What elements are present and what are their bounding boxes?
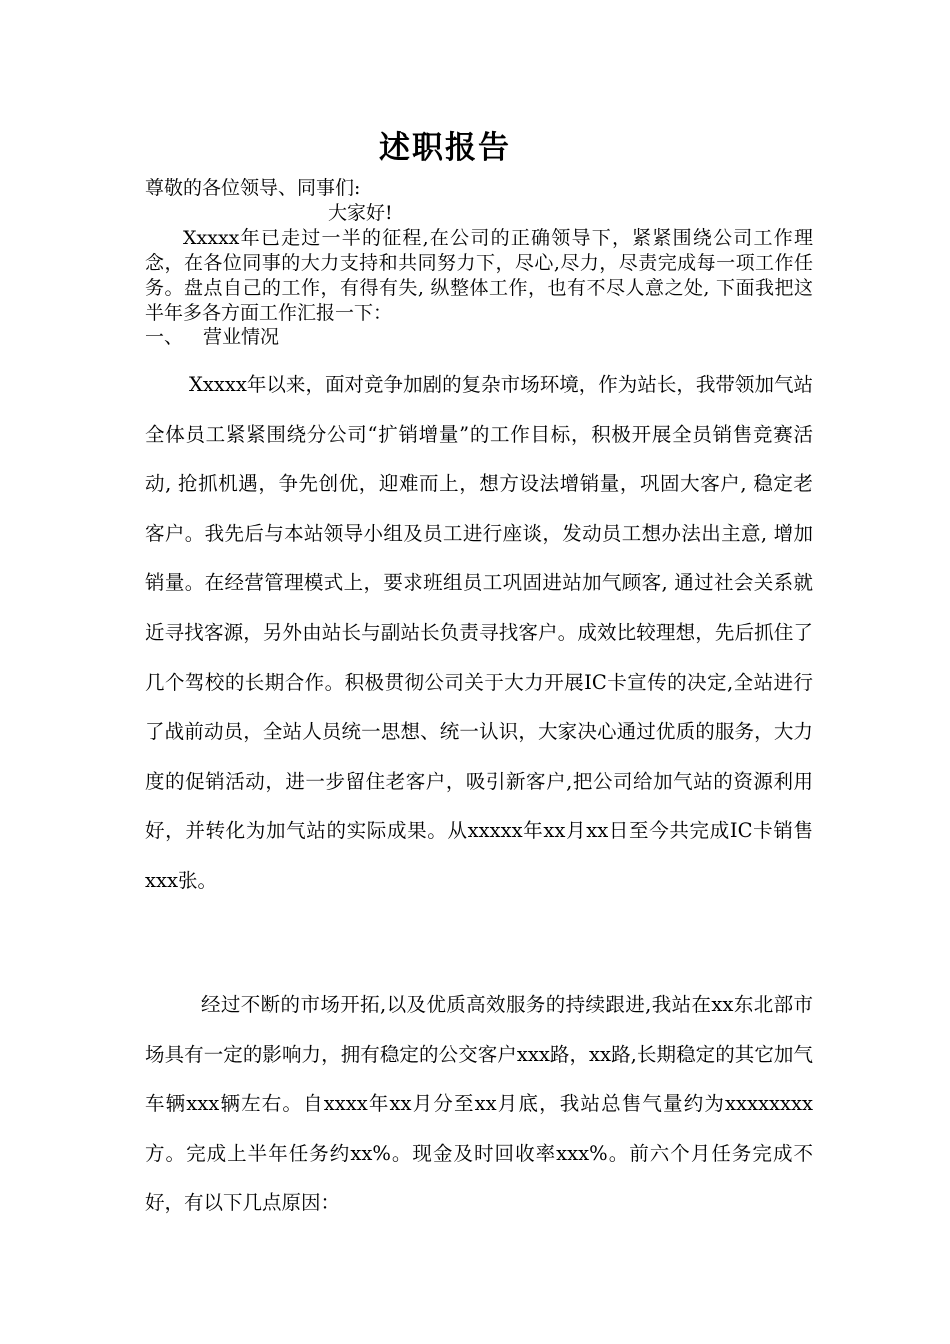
section-title: 营业情况 <box>203 326 280 348</box>
section-number: 一、 <box>145 326 184 348</box>
salutation: 尊敬的各位领导、同事们: <box>145 177 361 199</box>
intro-paragraph: Xxxxx年已走过一半的征程,在公司的正确领导下，紧紧围绕公司工作理念，在各位同事的大力支持和共同努力下，尽心,尽力，尽责完成每一项工作任务。盘点自己的工作，有得有失, 纵整体工作，也有不尽人意之处, 下面我把这半年多各方面工作汇报一下： <box>145 227 813 324</box>
section-heading <box>145 325 813 350</box>
greeting-line: 大家好! <box>328 202 393 224</box>
body-paragraph: Xxxxx年以来，面对竞争加剧的复杂市场环境，作为站长，我带领加气站全体员工紧紧围绕分公司“扩销增量”的工作目标，积极开展全员销售竞赛活动, 抢抓机遇，争先创优，迎难而上，想方设法增销量，巩固大客户, 稳定老客户。我先后与本站领导小组及员工进行座谈，发动员工想办法出主意, 增加销量。在经营管理模式上，要求班组员工巩固进站加气顾客, 通过社会关系就近寻找客源，另外由站长与副站长负责寻找客户。成效比较理想，先后抓住了几个驾校的长期合作。积极贯彻公司关于大力开展IC卡宣传的决定,全站进行了战前动员，全站人员统一思想、统一认识，大家决心通过优质的服务，大力度的促销活动，进一步留住老客户，吸引新客户,把公司给加气站的资源利用好，并转化为加气站的实际成果。从xxxxx年xx月xx日至今共完成IC卡销售xxx张。 <box>145 373 813 892</box>
body-paragraph: 经过不断的市场开拓,以及优质高效服务的持续跟进,我站在xx东北部市场具有一定的影响力，拥有稳定的公交客户xxx路，xx路,长期稳定的其它加气车辆xxx辆左右。自xxxx年xx月分至xx月底，我站总售气量约为xxxxxxxx方。完成上半年任务约xx%。现金及时回收率xxx%。前六个月任务完成不好，有以下几点原因： <box>145 993 813 1215</box>
document-title: 述职报告 <box>379 130 511 166</box>
